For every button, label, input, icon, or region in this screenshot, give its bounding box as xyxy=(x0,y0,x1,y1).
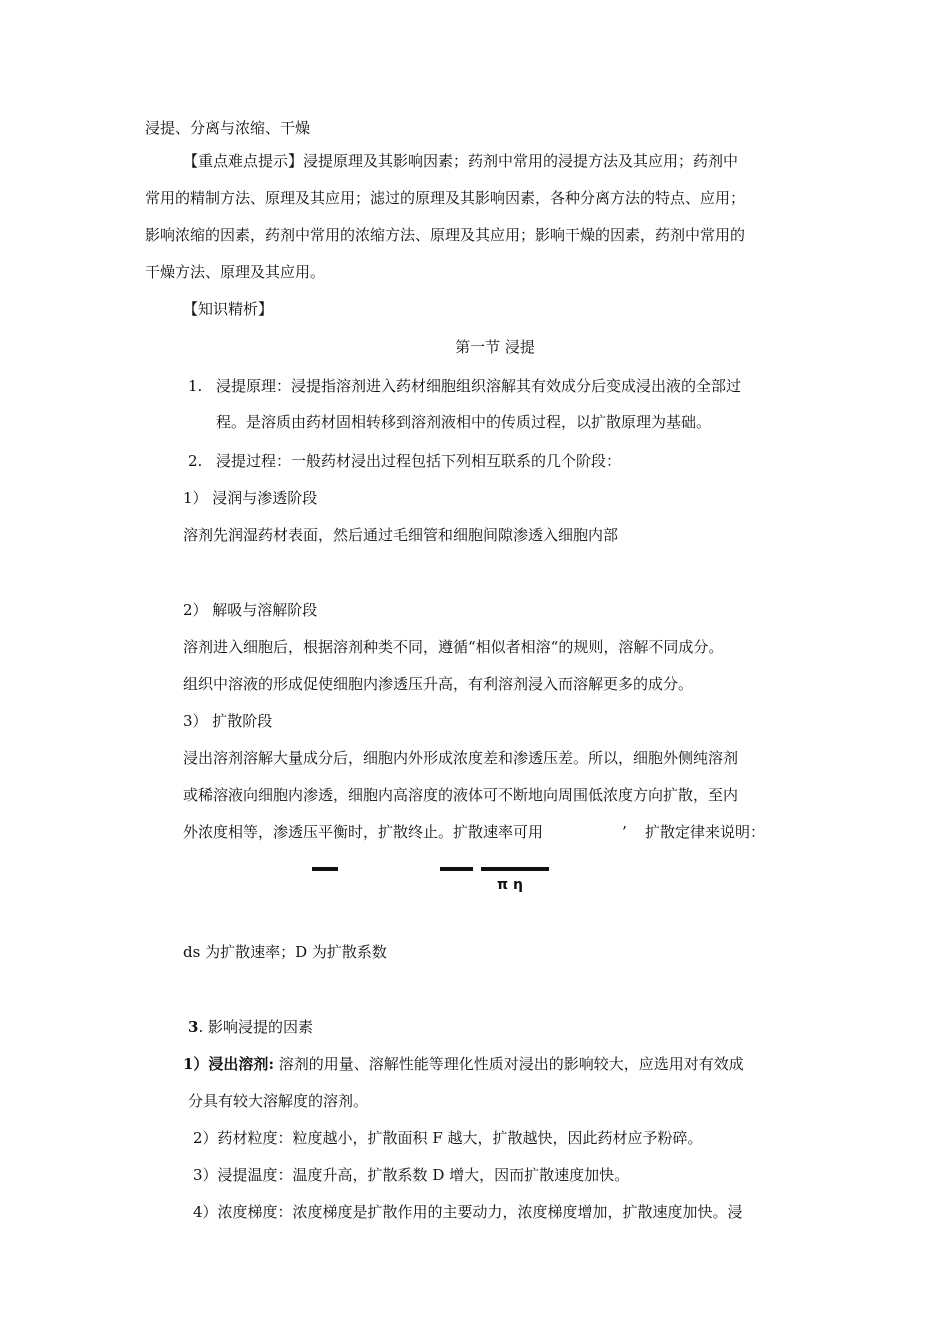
key-points-line-2: 常用的精制方法、原理及其应用；滤过的原理及其影响因素，各种分离方法的特点、应用； xyxy=(145,189,746,207)
formula-symbols: π η xyxy=(497,877,523,893)
stage1-title: 1） 浸润与渗透阶段 xyxy=(183,489,318,507)
stage3-line-1: 浸出溶剂溶解大量成分后，细胞内外形成浓度差和渗透压差。所以，细胞外侧纯溶剂 xyxy=(183,749,739,767)
item1-line-2: 程。是溶质由药材固相转移到溶剂液相中的传质过程，以扩散原理为基础。 xyxy=(216,413,712,431)
item2-text: 浸提过程：一般药材浸出过程包括下列相互联系的几个阶段： xyxy=(216,452,622,470)
doc-title: 浸提、分离与浓缩、干燥 xyxy=(145,119,311,137)
stage2-line-1: 溶剂进入细胞后，根据溶剂种类不同，遵循“相似者相溶“的规则，溶解不同成分。 xyxy=(183,638,724,656)
factor1-line-2: 分具有较大溶解度的溶剂。 xyxy=(188,1092,369,1110)
factor1-label: 1）浸出溶剂: xyxy=(183,1055,274,1073)
item1-number: 1. xyxy=(188,377,203,395)
key-points-label: 【重点难点提示】 xyxy=(183,152,304,170)
stage3-line-3c: 扩散定律来说明： xyxy=(645,823,766,841)
stage3-line-2: 或稀溶液向细胞内渗透，细胞内高溶度的液体可不断地向周围低浓度方向扩散，至内 xyxy=(183,786,739,804)
factors-number: 3 xyxy=(188,1018,199,1036)
stage3-apostrophe: ’ xyxy=(622,823,627,841)
factors-heading xyxy=(188,1017,313,1037)
factor1-text: 溶剂的用量、溶解性能等理化性质对浸出的影响较大，应选用对有效成 xyxy=(273,1055,744,1073)
stage3-line-3a: 外浓度相等，渗透压平衡时，扩散终止。扩散速率可用 xyxy=(183,823,544,841)
factor2: 2）药材粒度：粒度越小，扩散面积 F 越大，扩散越快，因此药材应予粉碎。 xyxy=(193,1129,703,1147)
stage3-title: 3） 扩散阶段 xyxy=(183,712,273,730)
formula-fraction-bar-2 xyxy=(440,867,473,871)
key-points-line-1 xyxy=(183,151,738,171)
item1-line-1: 浸提原理：浸提指溶剂进入药材细胞组织溶解其有效成分后变成浸出液的全部过 xyxy=(216,377,742,395)
section-title: 第一节 浸提 xyxy=(455,338,535,356)
factor1-line-1 xyxy=(183,1054,744,1074)
formula-fraction-bar-3 xyxy=(481,867,549,871)
key-points-text: 浸提原理及其影响因素；药剂中常用的浸提方法及其应用；药剂中 xyxy=(303,152,739,170)
knowledge-label: 【知识精析】 xyxy=(183,300,274,318)
stage2-title: 2） 解吸与溶解阶段 xyxy=(183,601,318,619)
factor3: 3）浸提温度：温度升高，扩散系数 D 增大，因而扩散速度加快。 xyxy=(193,1166,630,1184)
factor4: 4）浓度梯度：浓度梯度是扩散作用的主要动力，浓度梯度增加，扩散速度加快。浸 xyxy=(193,1203,743,1221)
stage1-text: 溶剂先润湿药材表面，然后通过毛细管和细胞间隙渗透入细胞内部 xyxy=(183,526,619,544)
stage2-line-2: 组织中溶液的形成促使细胞内渗透压升高，有利溶剂浸入而溶解更多的成分。 xyxy=(183,675,694,693)
formula-note: ds 为扩散速率；D 为扩散系数 xyxy=(183,943,387,961)
key-points-line-3: 影响浓缩的因素，药剂中常用的浓缩方法、原理及其应用；影响干燥的因素，药剂中常用的 xyxy=(145,226,746,244)
factors-title: . 影响浸提的因素 xyxy=(198,1018,313,1036)
item2-number: 2. xyxy=(188,452,203,470)
formula-fraction-bar-1 xyxy=(312,867,338,871)
key-points-line-4: 干燥方法、原理及其应用。 xyxy=(145,263,326,281)
